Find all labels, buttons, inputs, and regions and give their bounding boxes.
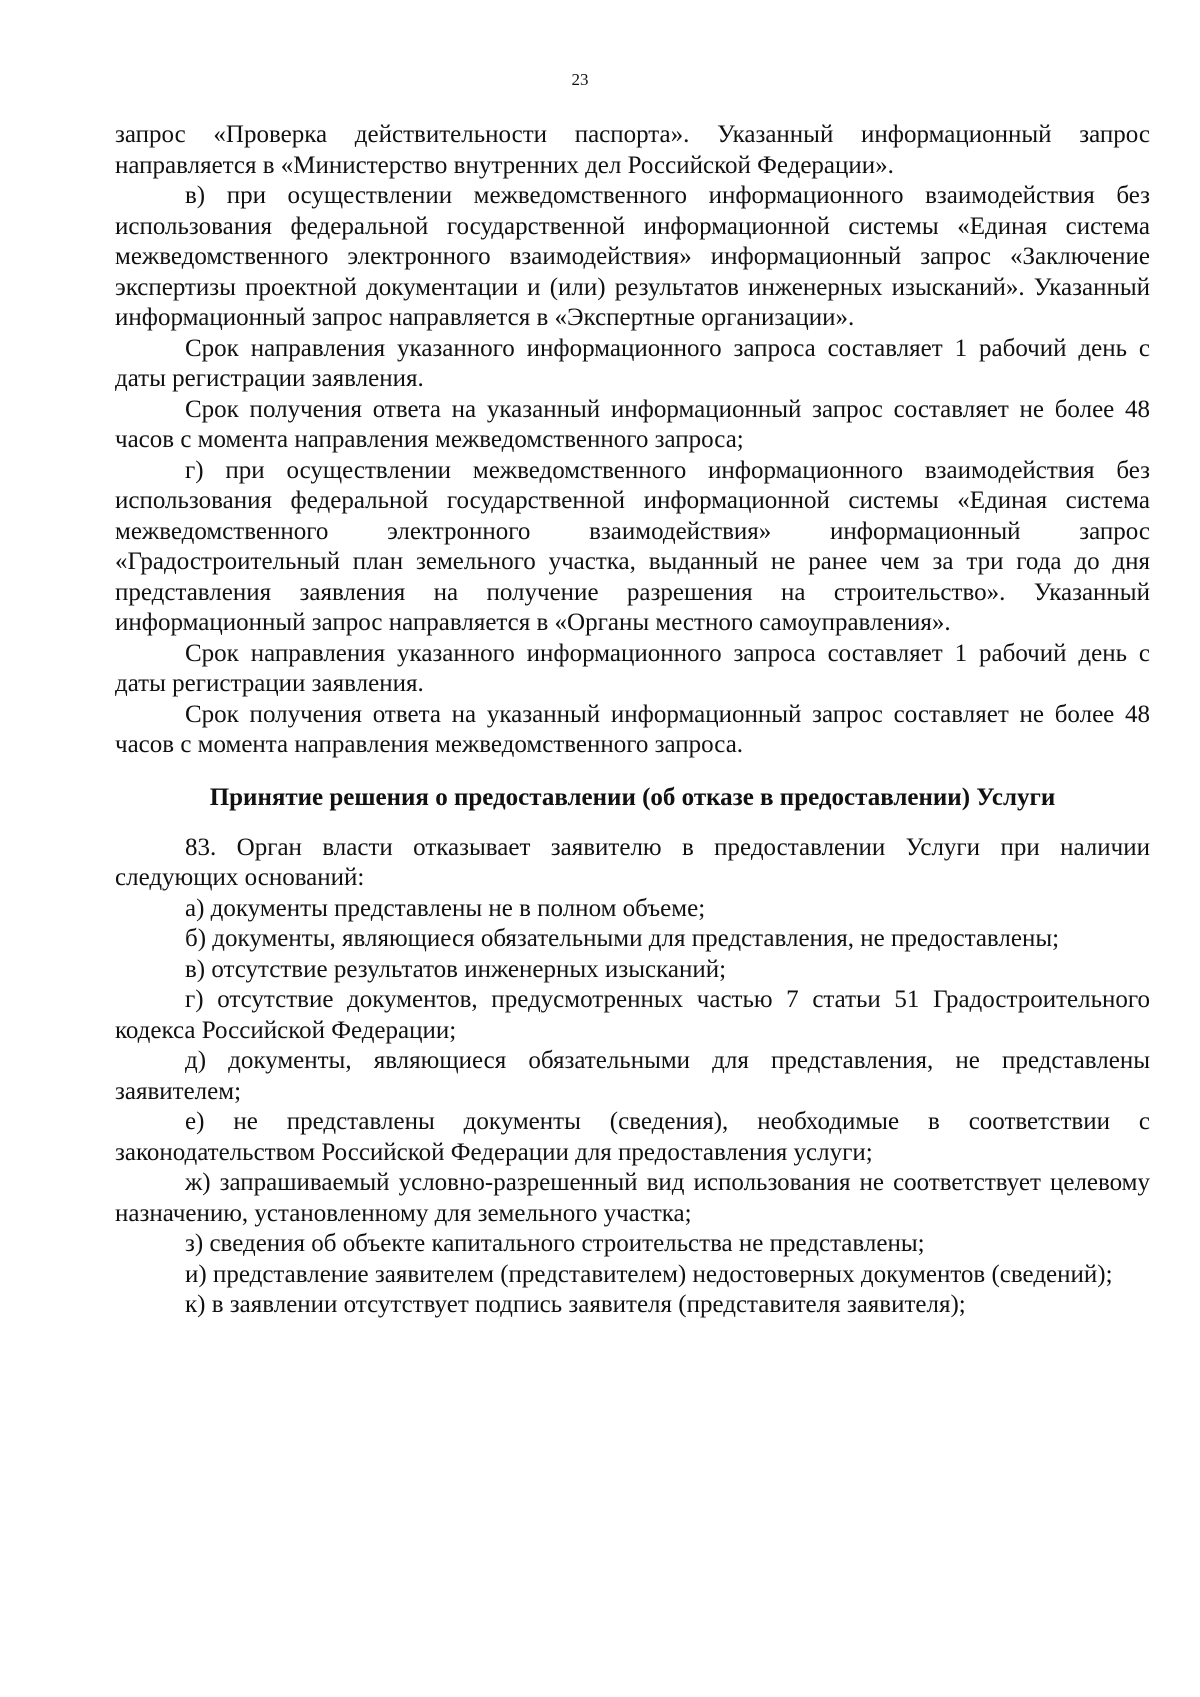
list-item-b: б) документы, являющиеся обязательными для представления, не предоставлены; <box>185 925 1060 952</box>
document-body <box>115 120 1150 1321</box>
paragraph-83: 83. Орган власти отказывает заявителю в предоставлении Услуги при наличии следующих оснований: <box>115 833 1150 891</box>
list-item-i: и) представление заявителем (представителем) недостоверных документов (сведений); <box>185 1260 1113 1288</box>
list-item-a: а) документы представлены не в полном объеме; <box>185 894 706 922</box>
paragraph-response-deadline: Срок получения ответа на указанный информационный запрос составляет не более 48 часов с момента направления межведомственного запроса; <box>115 395 1150 453</box>
list-item-e: е) не представлены документы (сведения), необходимые в соответствии с законодательством Российской Федерации для предоставления услуги; <box>115 1108 1150 1166</box>
paragraph-passport-request: запрос «Проверка действительности паспорта». Указанный информационный запрос направляется в «Министерство внутренних дел Российской Федерации». <box>115 121 1150 179</box>
section-heading: Принятие решения о предоставлении (об отказе в предоставлении) Услуги <box>209 783 1056 811</box>
paragraph-item-v: в) при осуществлении межведомственного информационного взаимодействия без использования федеральной государственной информационной системы «Единая система межведомственного электронного взаимодействия» информационный запрос «Заключение экспертизы проектной документации и (или) результатов инженерных изысканий». Указанный информационный запрос направляется в «Экспертные организации». <box>115 182 1150 331</box>
list-item-z: з) сведения об объекте капитального строительства не представлены; <box>185 1230 925 1257</box>
paragraph-item-g: г) при осуществлении межведомственного информационного взаимодействия без использования федеральной государственной информационной системы «Единая система межведомственного электронного взаимодействия» информационный запрос «Градостроительный план земельного участка, выданный не ранее чем за три года до дня представления заявления на получение разрешения на строительство». Указанный информационный запрос направляется в «Органы местного самоуправления». <box>115 456 1150 636</box>
list-item-g: г) отсутствие документов, предусмотренных частью 7 статьи 51 Градостроительного кодекса Российской Федерации; <box>115 986 1150 1044</box>
list-item-v: в) отсутствие результатов инженерных изысканий; <box>185 955 727 983</box>
list-item-zh: ж) запрашиваемый условно-разрешенный вид использования не соответствует целевому назначению, установленному для земельного участка; <box>115 1169 1150 1227</box>
paragraph-response-deadline-2: Срок получения ответа на указанный информационный запрос составляет не более 48 часов с момента направления межведомственного запроса. <box>115 700 1150 758</box>
list-item-d: д) документы, являющиеся обязательными для представления, не представлены заявителем; <box>115 1047 1150 1105</box>
list-item-k: к) в заявлении отсутствует подпись заявителя (представителя заявителя); <box>185 1291 966 1318</box>
page-number: 23 <box>571 70 589 89</box>
paragraph-send-deadline: Срок направления указанного информационного запроса составляет 1 рабочий день с даты регистрации заявления. <box>115 334 1150 392</box>
paragraph-send-deadline-2: Срок направления указанного информационного запроса составляет 1 рабочий день с даты регистрации заявления. <box>115 639 1150 697</box>
